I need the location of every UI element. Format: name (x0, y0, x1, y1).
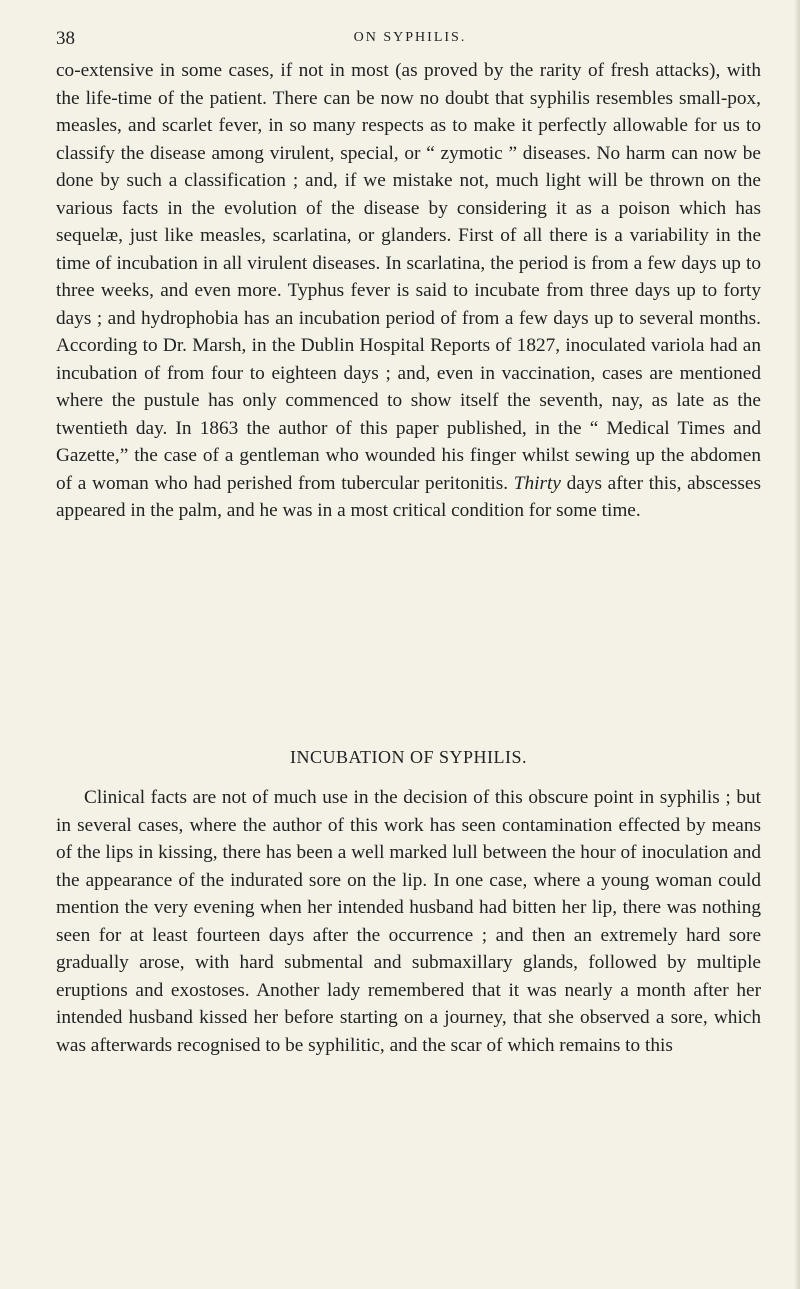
paragraph-text-b: days after this, abscesses appeared in the palm, and he was in a most critical condition for some time. (56, 472, 761, 521)
page-number: 38 (56, 28, 75, 49)
emphasized-word: Thirty (513, 472, 561, 494)
running-head: ON SYPHILIS. (353, 30, 467, 45)
section-paragraph: Clinical facts are not of much use in the decision of this obscure point in syphilis ; but in several cases, where the author of this work has seen contamination effected by means of the lips in kissing, there has been a well marked lull between the hour of inoculation and the appearance of the indurated sore on the lip. In one case, where a young woman could mention the very evening when her intended husband had bitten her lip, there was nothing seen for at least fourteen days after the occurrence ; and then an extremely hard sore gradually arose, with hard submental and submaxillary glands, followed by multiple eruptions and exostoses. Another lady remembered that it was nearly a month after her intended husband kissed her before starting on a journey, that she observed a sore, which was afterwards recognised to be syphilitic, and the scar of which remains to this (56, 787, 761, 1056)
paragraph-text-a: co-extensive in some cases, if not in most (as proved by the rarity of fresh attacks), with the life-time of the patient. There can be now no doubt that syphilis resembles small-pox, measles, and scarlet fever, in so many respects as to make it perfectly allowable for us to classify the disease among virulent, special, or “ zymotic ” diseases. No harm can now be done by such a classification ; and, if we mistake not, much light will be thrown on the various facts in the evolution of the disease by considering it as a poison which has sequelæ, just like measles, scarlatina, or glanders. First of all there is a variability in the time of incubation in all virulent diseases. In scarlatina, the period is from a few days up to three weeks, and even more. Typhus fever is said to incubate from three days up to forty days ; and hydrophobia has an incubation period of from a few days up to several months. According to Dr. Marsh, in the Dublin Hospital Reports of 1827, inoculated variola had an incubation of from four to eighteen days ; and, even in vaccination, cases are mentioned where the pustule has only commenced to show itself the seventh, nay, as late as the twentieth day. In 1863 the author of this paper published, in the “ Medical Times and Gazette,” the case of a gentleman who wounded his finger whilst sewing up the abdomen of a woman who had perished from tubercular peritonitis. (56, 60, 761, 494)
section-heading: INCUBATION OF SYPHILIS. (289, 747, 528, 767)
page-header (56, 28, 764, 54)
page-edge-shadow (794, 0, 800, 1289)
paragraph-continued (56, 57, 761, 525)
